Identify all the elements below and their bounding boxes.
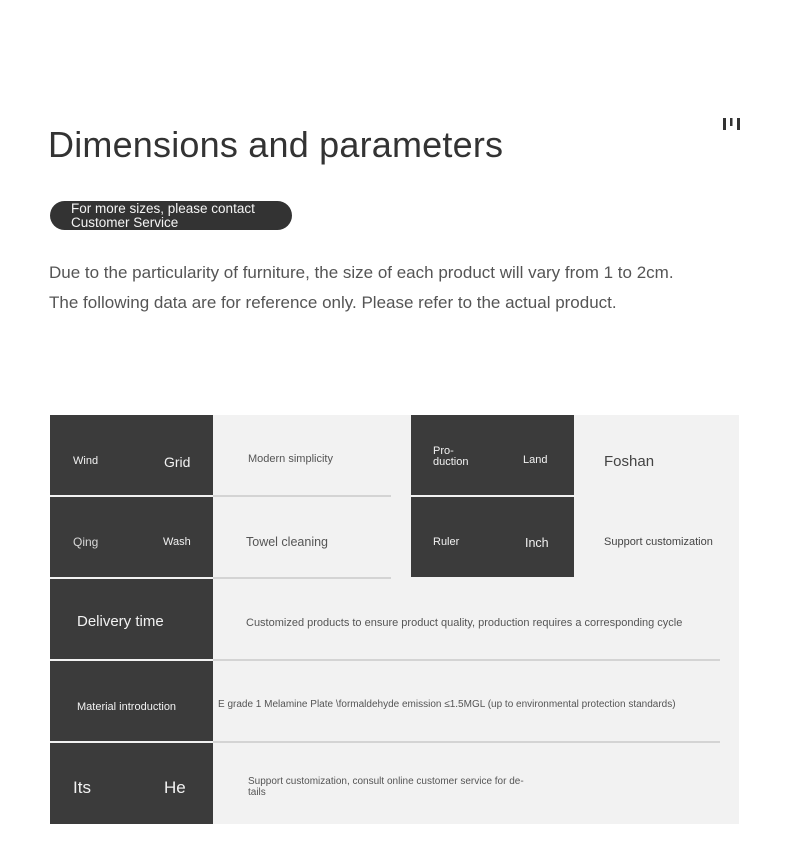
style-label-b: Grid — [164, 454, 191, 470]
clean-value: Towel cleaning — [246, 535, 328, 549]
clean-label-cell — [50, 497, 213, 577]
clean-label-a: Qing — [73, 535, 99, 549]
row-divider — [213, 495, 391, 497]
style-label-a: Wind — [73, 455, 99, 467]
other-label-b: He — [164, 778, 186, 797]
row-divider — [213, 577, 391, 579]
other-label-a: Its — [73, 778, 91, 797]
parameters-table — [50, 415, 739, 824]
origin-label-a-line-1: Pro- — [433, 445, 454, 457]
style-label-cell — [50, 415, 213, 495]
size-value: Support customization — [604, 536, 713, 548]
material-value: E grade 1 Melamine Plate \formaldehyde emission ≤1.5MGL (up to environmental protection standards) — [218, 699, 676, 710]
contact-line-1: For more sizes, please contact — [71, 201, 255, 216]
size-disclaimer — [49, 258, 749, 318]
origin-value: Foshan — [604, 453, 655, 470]
material-label-cell — [50, 661, 213, 741]
style-value: Modern simplicity — [248, 453, 333, 465]
row-divider — [213, 741, 720, 743]
clean-label-b: Wash — [163, 536, 191, 548]
disclaimer-line-1: Due to the particularity of furniture, the size of each product will vary from 1 to 2cm. — [49, 263, 674, 282]
size-label-b: Inch — [525, 536, 549, 550]
other-value-line-2: tails — [248, 787, 266, 798]
delivery-label-cell — [50, 579, 213, 659]
origin-label-cell — [411, 415, 574, 495]
delivery-value: Customized products to ensure product quality, production requires a corresponding cycle — [246, 617, 683, 629]
material-label: Material introduction — [77, 701, 177, 713]
origin-label-a-line-2: duction — [433, 456, 469, 468]
delivery-label: Delivery time — [77, 613, 164, 630]
other-value — [248, 776, 524, 798]
page-title: Dimensions and parameters — [48, 124, 504, 165]
other-label-cell — [50, 743, 213, 824]
contact-service-badge[interactable] — [50, 201, 292, 230]
disclaimer-line-2: The following data are for reference only. Please refer to the actual product. — [49, 293, 617, 312]
brand-logo-icon — [722, 117, 742, 131]
origin-label-b: Land — [523, 454, 548, 466]
size-label-a: Ruler — [433, 536, 460, 548]
origin-label-a — [433, 446, 468, 468]
size-label-cell — [411, 497, 574, 577]
other-value-line-1: Support customization, consult online customer service for de- — [248, 776, 524, 787]
row-divider — [213, 659, 720, 661]
contact-line-2: Customer Service — [71, 215, 179, 230]
